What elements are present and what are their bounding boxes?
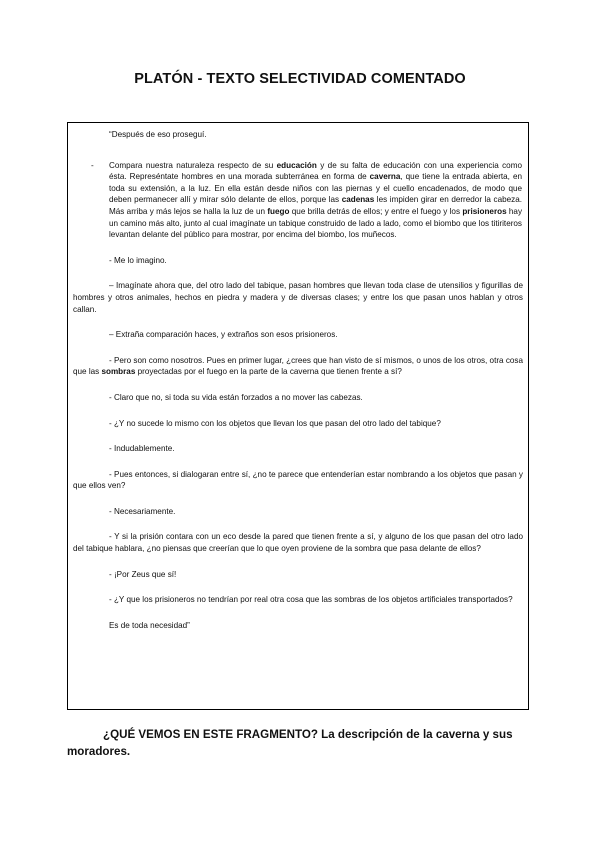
quoted-passage-box (67, 122, 529, 710)
bullet-text-6: hay un camino más alto, junto al cual imagínate un tabique construido de lado a lado, como el biombo que los titiriteros levantan delante del público para mostrar, por encima del biombo, los muñecos. (109, 206, 523, 240)
passage-intro: “Después de eso proseguí. (109, 130, 207, 139)
dialogue-line: - Y si la prisión contara con un eco desde la pared que tienen frente a sí, y alguno de los que pasan del otro lado del tabique hablara, ¿no piensas que creerían que lo que oyen proviene de la sombra que pasa delante de ellos? (73, 532, 523, 554)
dialogue-line: - ¡Por Zeus que sí! (109, 569, 177, 579)
dialogue-line: - ¿Y no sucede lo mismo con los objetos que llevan los que pasan del otro lado del tabique? (109, 418, 441, 428)
bullet-text-3: , que tiene la entrada abierta, en toda su extensión, a la luz. En ella están desde niños con las piernas y el cuello encadenados, de modo que deben permanecer allí y mirar sólo delante de ellos, porque las (109, 172, 522, 205)
dialogue-line-closing: Es de toda necesidad” (109, 620, 190, 630)
keyword-prisioneros: prisioneros (462, 206, 507, 216)
dialogue-line: – Imagínate ahora que, del otro lado del tabique, pasan hombres que llevan toda clase de utensilios y figurillas de hombres y otros animales, hechos en piedra y madera y de diversas clases; y entre los que pasan unos hablan y otros callan. (73, 281, 523, 314)
page-title: PLATÓN - TEXTO SELECTIVIDAD COMENTADO (134, 71, 466, 87)
bullet-text-4: les impiden girar en derredor la cabeza. Más arriba y más lejos se halla la luz de un (109, 195, 522, 216)
keyword-cadenas: cadenas (341, 195, 375, 205)
passage-bullet-paragraph (73, 160, 523, 241)
dialogue-line: - ¿Y que los prisioneros no tendrían por real otra cosa que las sombras de los objetos artificiales transportados? (109, 595, 513, 605)
keyword-sombras: sombras (101, 367, 136, 377)
dialogue-line: - Necesariamente. (109, 506, 176, 516)
dialogue-line: - Me lo imagino. (109, 255, 167, 265)
dialogue-text: - Pero son como nosotros. Pues en primer lugar, ¿crees que han visto de sí mismos, o unos de los otros, otra cosa que las (73, 355, 523, 377)
dialogue-line (73, 355, 523, 378)
bullet-body (109, 160, 523, 241)
section-question-heading: ¿QUÉ VEMOS EN ESTE FRAGMENTO? La descripción de la caverna y sus moradores. (67, 728, 513, 758)
keyword-caverna: caverna (369, 172, 401, 182)
keyword-fuego: fuego (267, 206, 290, 216)
dialogue-line: - Claro que no, si toda su vida están forzados a no mover las cabezas. (109, 392, 363, 402)
bullet-text-1: Compara nuestra naturaleza respecto de su (109, 160, 277, 170)
keyword-educacion: educación (276, 160, 317, 170)
dialogue-line: – Extraña comparación haces, y extraños son esos prisioneros. (109, 330, 338, 340)
dialogue-line: - Pues entonces, si dialogaran entre sí, ¿no te parece que entenderían estar nombrando a los objetos que pasan y que ellos ven? (73, 469, 523, 491)
dialogue-line: - Indudablemente. (109, 444, 175, 454)
bullet-dash: - (91, 160, 94, 170)
dialogue-text: proyectadas por el fuego en la parte de la caverna que tienen frente a sí? (135, 367, 402, 377)
bullet-text-2: y de su falta de educación con una experiencia como ésta. Represéntate hombres en una morada subterránea en forma de (109, 160, 522, 182)
bullet-text-5: que brilla detrás de ellos; y entre el fuego y los (289, 206, 463, 216)
